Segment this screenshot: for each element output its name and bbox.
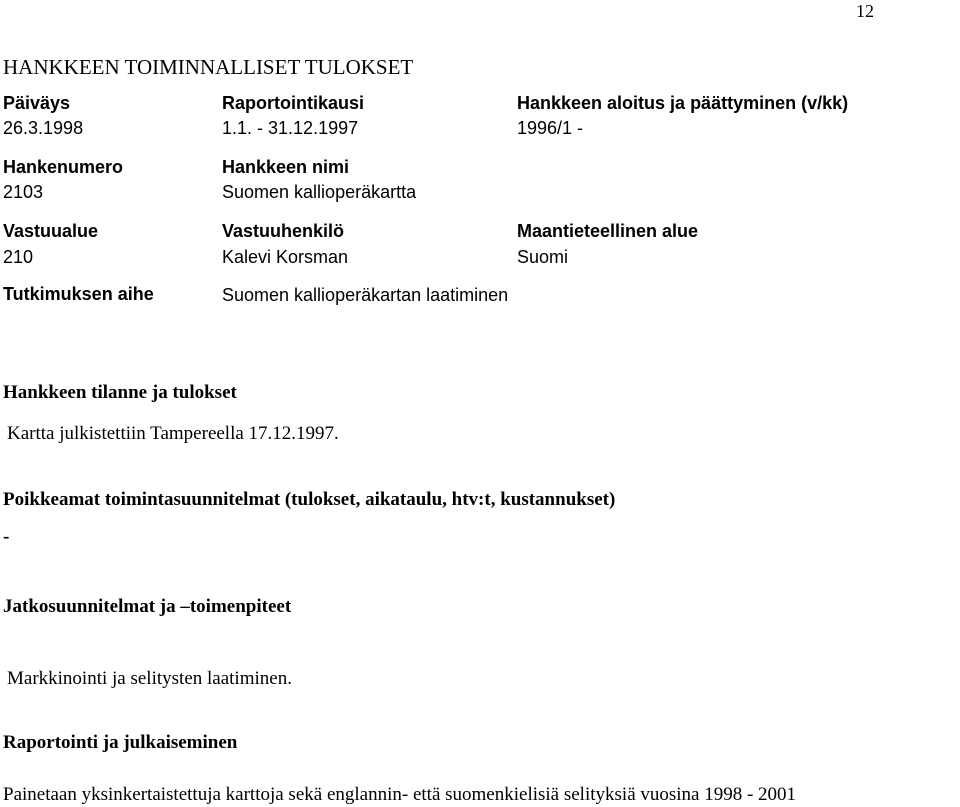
reporting-text: Painetaan yksinkertaistettuja karttoja sekä englannin- että suomenkielisiä selityksiä vuosina 1998 - 2001	[3, 784, 797, 805]
status-heading: Hankkeen tilanne ja tulokset	[3, 382, 237, 403]
person-label: Vastuuhenkilö	[222, 221, 345, 241]
reporting-heading: Raportointi ja julkaiseminen	[3, 732, 238, 753]
deviations-heading: Poikkeamat toimintasuunnitelmat (tulokset, aikataulu, htv:t, kustannukset)	[3, 489, 616, 510]
project-name-label: Hankkeen nimi	[222, 157, 350, 177]
date-label: Päiväys	[3, 93, 71, 113]
region-value: Suomi	[517, 247, 569, 267]
region-label: Maantieteellinen alue	[517, 221, 699, 241]
project-number-value: 2103	[3, 182, 44, 202]
project-name-value: Suomen kallioperäkartta	[222, 182, 417, 202]
person-value: Kalevi Korsman	[222, 247, 349, 267]
subject-value: Suomen kallioperäkartan laatiminen	[222, 285, 509, 305]
start-end-label: Hankkeen aloitus ja päättyminen (v/kk)	[517, 93, 849, 113]
area-label: Vastuualue	[3, 221, 99, 241]
status-text: Kartta julkistettiin Tampereella 17.12.1997.	[7, 423, 339, 444]
period-label: Raportointikausi	[222, 93, 365, 113]
main-title: HANKKEEN TOIMINNALLISET TULOKSET	[3, 55, 414, 79]
area-value: 210	[3, 247, 34, 267]
deviations-text: -	[3, 526, 10, 547]
start-end-value: 1996/1 -	[517, 118, 584, 138]
project-number-label: Hankenumero	[3, 157, 124, 177]
followup-text: Markkinointi ja selitysten laatiminen.	[7, 668, 292, 689]
subject-label: Tutkimuksen aihe	[3, 284, 154, 304]
page-number: 12	[856, 1, 874, 21]
date-value: 26.3.1998	[3, 118, 84, 138]
period-value: 1.1. - 31.12.1997	[222, 118, 359, 138]
followup-heading: Jatkosuunnitelmat ja –toimenpiteet	[3, 596, 292, 617]
